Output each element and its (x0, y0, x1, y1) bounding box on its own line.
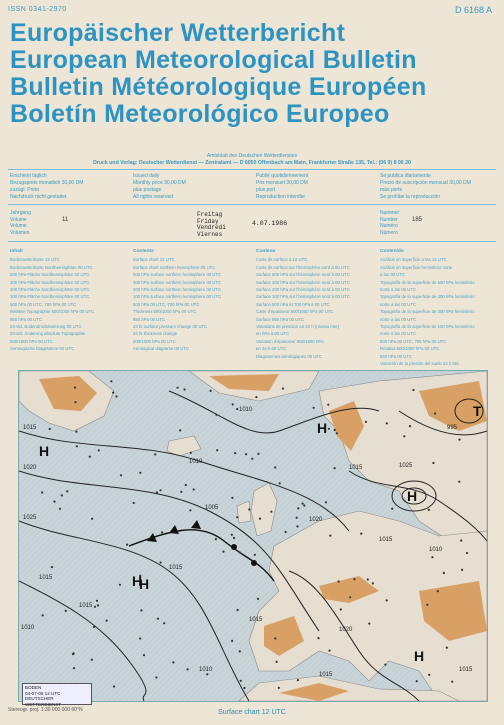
contents-item: Aerological diagrams 00 UTC (133, 346, 190, 352)
contents-item: 850 hPa 00 UTC (380, 353, 413, 359)
isobar-value-label: 1005 (205, 505, 219, 511)
station-dot (161, 531, 163, 533)
contents-french (256, 248, 374, 360)
station-dot (251, 458, 253, 460)
contents-item: Carte de surface à 12 UTC (256, 257, 308, 263)
isobar-value-label: 1015 (79, 603, 93, 609)
station-dot (189, 509, 191, 511)
station-dot (233, 537, 235, 539)
station-dot (51, 566, 53, 568)
bulletin-titles (10, 20, 496, 128)
station-dot (282, 387, 284, 389)
number-label: Number (380, 216, 398, 223)
legend-line: BODEN (25, 685, 42, 690)
publication-text: Erscheint täglich (10, 173, 47, 179)
station-dot (416, 680, 418, 682)
station-dot (66, 490, 68, 492)
contents-item: 24 hr surface pressure change 00 UTC (133, 324, 208, 330)
contents-item: 500/1000 hPa 00 UTC (10, 338, 53, 344)
station-dot (42, 614, 44, 616)
station-dot (157, 618, 159, 620)
contents-item: 24-std. Bodendruckänderung 00 UTC (10, 324, 82, 330)
station-dot (232, 403, 234, 405)
contents-item: Topografía de la superficie de 100 hPa hemisferio (380, 324, 475, 330)
high-pressure-center: H (139, 576, 150, 592)
station-dot (112, 392, 114, 394)
station-dot (285, 531, 287, 533)
legend-line: 04-07-06 12 UTC (25, 690, 61, 696)
station-dot (49, 428, 51, 430)
station-dot (231, 534, 233, 536)
station-dot (340, 608, 342, 610)
station-dot (297, 679, 299, 681)
station-dot (231, 640, 233, 642)
station-dot (126, 544, 128, 546)
station-dot (216, 449, 218, 451)
isobar-value-label: 1015 (459, 667, 473, 673)
contents-item: Surface 500 hPa sur l'hémisphère nord à 00 UTC (256, 272, 350, 278)
station-dot (65, 610, 67, 612)
station-dot (91, 518, 93, 520)
station-dot (334, 429, 336, 431)
station-dot (119, 584, 121, 586)
publication-info-es (380, 173, 498, 201)
station-dot (139, 637, 141, 639)
station-dot (353, 578, 355, 580)
isobar-value-label: 1010 (199, 667, 213, 673)
contents-item: 500 hPa-Fläche Nordhemisphäre 00 UTC (10, 272, 90, 278)
title-spanish: Boletín Meteorológico Europeo (10, 100, 390, 128)
contents-item: en 24 h 00 UTC (256, 346, 287, 352)
contents-heading: Contenido (380, 249, 404, 254)
station-dot (313, 407, 315, 409)
station-dot (237, 609, 239, 611)
station-dot (409, 425, 411, 427)
station-dot (274, 466, 276, 468)
contents-item: 200 hPa-Fläche Nordhemisphäre 00 UTC (10, 287, 90, 293)
contents-item: 500 hPa surface northern hemisphere 00 UTC (133, 272, 222, 278)
contents-item: Surface 300 hPa sur l'hémisphère nord à 00 UTC (256, 279, 350, 285)
publication-text: Bezugspreis monatlich 30,00 DM (10, 180, 84, 186)
contents-item: Surface 200 hPa sur l'hémisphère nord à 00 UTC (256, 287, 350, 293)
publication-text: Se publica diariamente (380, 173, 431, 179)
station-dot (61, 494, 63, 496)
contents-item: 500 hPa 00 UTC, 700 hPa 00 UTC (380, 338, 447, 344)
volume-value: 11 (62, 217, 69, 223)
isobar-value-label: 1015 (249, 617, 263, 623)
station-dot (177, 387, 179, 389)
station-dot (206, 673, 208, 675)
contents-item: Bodenwetterkarte Nordhemisphäre 00 UTC (10, 264, 93, 270)
contents-item: Análisis en superficie hemisferio norte (380, 264, 453, 270)
station-dot (187, 668, 189, 670)
number-label: Número (380, 229, 398, 236)
weekday: Friday (197, 217, 219, 225)
weekday: Vendredi (197, 224, 226, 231)
isobar-value-label: 1025 (399, 463, 413, 469)
map-caption: Surface chart 12 UTC (218, 709, 286, 716)
weekday: Viernes (197, 230, 223, 238)
station-dot (329, 535, 331, 537)
contents-item: Variations de pression en 24 h (niveau mer) (256, 324, 340, 330)
station-dot (94, 606, 96, 608)
station-dot (460, 539, 462, 541)
contents-english (133, 248, 251, 353)
station-dot (245, 453, 247, 455)
contents-item: Relative Topographie 500/1000 hPa 00 UTC (10, 309, 95, 315)
publication-text: All rights reserved (133, 194, 174, 200)
contents-item: Surface chart northern hemisphere 00 UTC (133, 264, 216, 270)
contents-item: 500 hPa 00 UTC, 700 hPa 00 UTC (10, 301, 77, 307)
station-dot (466, 552, 468, 554)
station-dot (274, 637, 276, 639)
station-dot (434, 412, 436, 414)
station-dot (349, 596, 351, 598)
station-dot (185, 484, 187, 486)
contents-item: Análisis en superficie a las 12 UTC (380, 257, 447, 263)
contents-item: Surface 500 hPa et 700 hPa à 00 UTC (256, 301, 330, 307)
station-dot (403, 435, 405, 437)
station-dot (240, 680, 242, 682)
station-dot (75, 431, 77, 433)
station-dot (163, 622, 165, 624)
isobar-value-label: 995 (447, 425, 458, 431)
title-german: Europäischer Wetterbericht (10, 19, 346, 47)
divider (8, 241, 496, 242)
warm-front-semicircle (231, 544, 237, 550)
station-dot (193, 488, 195, 490)
high-pressure-center: H (407, 488, 418, 504)
volume-label: Volume (10, 223, 27, 229)
issue-date: 4.07.1986 (252, 220, 288, 227)
station-dot (257, 453, 259, 455)
isobar-value-label: 1015 (319, 672, 333, 678)
station-dot (278, 687, 280, 689)
contents-item: en hPa à 00 UTC (256, 331, 290, 337)
publication-text: plus port (256, 187, 276, 193)
publication-text: zuzügl. Porto (10, 187, 40, 193)
station-dot (73, 667, 75, 669)
isobar-value-label: 1010 (21, 625, 35, 631)
contents-heading: Contenu (256, 249, 276, 254)
isobar-value-label: 1015 (379, 537, 393, 543)
number-label: Numéro (380, 223, 398, 229)
publication-text: Nachdruck nicht gestattet (10, 194, 67, 200)
station-dot (93, 626, 95, 628)
station-dot (215, 538, 217, 540)
contents-item: norte a las 00 UTC (380, 301, 417, 307)
station-dot (328, 428, 330, 430)
warm-front-semicircle (251, 560, 257, 566)
contents-item: 850 hPa 00 UTC (133, 316, 166, 322)
publication-text: Reproduction interdite (256, 194, 305, 200)
contents-item: Aerologische Diagramme 00 UTC (10, 346, 75, 352)
station-dot (296, 517, 298, 519)
contents-item: Surface 100 hPa sur l'hémisphère nord à 00 UTC (256, 294, 350, 300)
weather-map-graphic (19, 371, 487, 701)
contents-item: Carte de surface sur l'hémisphère nord à 00 UTC (256, 264, 350, 270)
station-dot (328, 650, 330, 652)
issue-number: 185 (412, 217, 423, 223)
station-dot (276, 661, 278, 663)
station-dot (303, 504, 305, 506)
station-dot (180, 491, 182, 493)
station-dot (115, 395, 117, 397)
volume-label: Volume (10, 216, 27, 223)
station-dot (302, 503, 304, 505)
station-dot (367, 578, 369, 580)
contents-item: 850 hPa 00 UTC (10, 316, 43, 322)
station-dot (243, 687, 245, 689)
isobar-value-label: 1010 (429, 547, 443, 553)
publication-text: plus postage (133, 187, 162, 193)
projection-note: Stereogr. proj. 1:30 000 000 60°N (8, 707, 83, 713)
station-dot (270, 511, 272, 513)
publication-text: Monthly price 30,00 DM (133, 180, 186, 186)
station-dot (41, 491, 43, 493)
high-pressure-center: H (414, 648, 425, 664)
contents-item: 300 hPa-Fläche Nordhemisphäre 00 UTC (10, 279, 90, 285)
station-dot (91, 659, 93, 661)
publication-info-en (133, 173, 253, 201)
station-dot (325, 501, 327, 503)
station-dot (139, 472, 141, 474)
publisher-line: Druck und Verlag: Deutscher Wetterdienst — Zentralamt — D 6050 Offenbach am Main, Frankfurter Straße 135, Tel.: (06 9) 8 06 20 (93, 160, 411, 166)
contents-item: norte a las 00 UTC (380, 287, 417, 293)
station-dot (120, 474, 122, 476)
station-dot (279, 482, 281, 484)
station-dot (443, 572, 445, 574)
station-dot (96, 600, 98, 602)
station-dot (458, 481, 460, 483)
publication-text: más porte (380, 187, 403, 193)
station-dot (72, 653, 74, 655)
isobar-value-label: 1015 (169, 565, 183, 571)
contents-german (10, 248, 128, 353)
contents-item: norte a las 00 UTC (380, 331, 417, 337)
station-dot (97, 604, 99, 606)
station-dot (74, 386, 76, 388)
contents-heading: Contents (133, 249, 154, 254)
station-dot (239, 551, 241, 553)
contents-item: 500/1000 hPa 00 UTC (133, 338, 176, 344)
station-dot (317, 637, 319, 639)
contents-item: Carte d'épaisseur 500/1000 hPa 00 UTC (256, 309, 334, 315)
contents-item: 24-std. Änderung absolute Topographie (10, 331, 86, 337)
station-dot (360, 533, 362, 535)
number-label: Nummer (380, 210, 400, 216)
station-dot (327, 404, 329, 406)
station-dot (210, 390, 212, 392)
contents-item: Variación de la presión del suelo 24 h hta. (380, 361, 460, 367)
station-dot (446, 647, 448, 649)
station-dot (437, 590, 439, 592)
contents-item: 200 hPa surface northern hemisphere 00 UTC (133, 287, 222, 293)
station-dot (391, 508, 393, 510)
station-dot (458, 439, 460, 441)
high-pressure-center: H (132, 573, 143, 589)
station-dot (236, 408, 238, 410)
station-dot (156, 491, 158, 493)
station-dot (53, 501, 55, 503)
station-dot (426, 604, 428, 606)
isobar-value-label: 1015 (349, 465, 363, 471)
station-dot (106, 620, 108, 622)
station-dot (259, 518, 261, 520)
station-dot (190, 452, 192, 454)
contents-item: Bodenwetterkarte 12 UTC (10, 257, 60, 263)
isobar-value-label: 1015 (39, 575, 53, 581)
high-pressure-center: H (317, 420, 328, 436)
legend-line: DEUTSCHER WETTERDIENST (25, 696, 62, 707)
station-dot (143, 654, 145, 656)
contents-item: Topografía de la superficie de 300 hPa hemisferio (380, 294, 475, 300)
station-dot (248, 508, 250, 510)
station-dot (154, 453, 156, 455)
publication-info-de (10, 173, 130, 201)
contents-item: Topografía de la superficie de 500 hPa hemisferio (380, 279, 475, 285)
document-number: D 6168 A (454, 5, 492, 15)
contents-item: Thickness 500/1000 hPa 00 UTC (133, 309, 197, 315)
station-dot (59, 508, 61, 510)
contents-item: Variation d'épaisseur 500/1000 hPa (256, 338, 324, 344)
number-labels (380, 210, 399, 236)
isobar-value-label: 1025 (23, 515, 37, 521)
isobar-value-label: 1010 (189, 459, 203, 465)
station-dot (160, 561, 162, 563)
station-dot (334, 467, 336, 469)
station-dot (183, 388, 185, 390)
station-dot (76, 445, 78, 447)
publication-text: Precio de suscripción mensual 30,00 DM (380, 180, 471, 186)
station-dot (257, 598, 259, 600)
station-dot (365, 421, 367, 423)
weekday: Freitag (197, 211, 223, 218)
contents-item: 100 hPa-Fläche Nordhemisphäre 00 UTC (10, 294, 90, 300)
divider (8, 169, 496, 170)
contents-item: a las 00 UTC (380, 272, 406, 278)
station-dot (297, 507, 299, 509)
station-dot (338, 580, 340, 582)
station-dot (432, 462, 434, 464)
station-dot (296, 525, 298, 527)
publication-text: Publié quotidiennement (256, 173, 309, 179)
station-dot (110, 380, 112, 382)
isobar-value-label: 1020 (339, 627, 353, 633)
station-dot (215, 414, 217, 416)
station-dot (172, 661, 174, 663)
title-french: Bulletin Météorologique Européen (10, 73, 427, 101)
station-dot (113, 685, 115, 687)
publication-info-fr (256, 173, 376, 201)
official-gazette-line: Amtsblatt des Deutschen Wetterdienstes (206, 153, 298, 159)
volume-label: Volumen (10, 229, 30, 236)
contents-item: Surface 850 hPa 00 UTC (256, 316, 305, 322)
map-legend (22, 683, 92, 705)
station-dot (384, 664, 386, 666)
isobar-value-label: 1020 (309, 517, 323, 523)
station-dot (159, 489, 161, 491)
isobar-value-label: 1015 (23, 425, 37, 431)
station-dot (222, 551, 224, 553)
isobar-value-label: 1010 (239, 407, 253, 413)
volume-labels (10, 210, 31, 236)
publication-text: Se prohíbe la reproducción (380, 194, 441, 200)
station-dot (254, 554, 256, 556)
title-english: European Meteorological Bulletin (10, 46, 417, 74)
publication-text: Prix mensuel 30,00 DM (256, 180, 308, 186)
station-dot (386, 422, 388, 424)
contents-item: Relativa 500/1000 hPa 00 UTC (380, 346, 440, 352)
station-dot (451, 681, 453, 683)
isobar-value-label: 1020 (23, 465, 37, 471)
station-dot (236, 516, 238, 518)
station-dot (255, 396, 257, 398)
station-dot (412, 389, 414, 391)
station-dot (431, 556, 433, 558)
station-dot (239, 650, 241, 652)
station-dot (74, 401, 76, 403)
station-dot (155, 676, 157, 678)
station-dot (140, 609, 142, 611)
station-dot (461, 569, 463, 571)
station-dot (234, 452, 236, 454)
high-pressure-center: H (39, 443, 50, 459)
station-dot (428, 674, 430, 676)
contents-item: 500 hPa 00 UTC, 700 hPa 00 UTC (133, 301, 200, 307)
contents-item: 300 hPa surface northern hemisphere 00 UTC (133, 279, 222, 285)
weekday-names (197, 212, 226, 238)
station-dot (179, 429, 181, 431)
contents-item: Surface chart 12 UTC (133, 257, 175, 263)
station-dot (98, 449, 100, 451)
publication-text: Issued daily (133, 173, 160, 179)
contents-item: Diagrammes aérologiques 00 UTC (256, 353, 323, 359)
station-dot (336, 432, 338, 434)
contents-item: norte a las 00 UTC (380, 316, 417, 322)
volume-label: Jahrgang (10, 210, 31, 216)
low-pressure-center: T (473, 403, 482, 419)
station-dot (133, 502, 135, 504)
station-dot (368, 623, 370, 625)
contents-item: 100 hPa surface northern hemisphere 00 UTC (133, 294, 222, 300)
surface-weather-map (18, 370, 488, 702)
contents-heading: Inhalt (10, 249, 23, 254)
station-dot (372, 582, 374, 584)
station-dot (231, 497, 233, 499)
station-dot (428, 509, 430, 511)
contents-item: Topografía de la superficie de 200 hPa hemisferio (380, 309, 475, 315)
contents-item: 24 hr thickness change (133, 331, 178, 337)
station-dot (89, 456, 91, 458)
divider (8, 204, 496, 205)
issn-number: ISSN 0341-2970 (8, 6, 67, 13)
station-dot (386, 599, 388, 601)
